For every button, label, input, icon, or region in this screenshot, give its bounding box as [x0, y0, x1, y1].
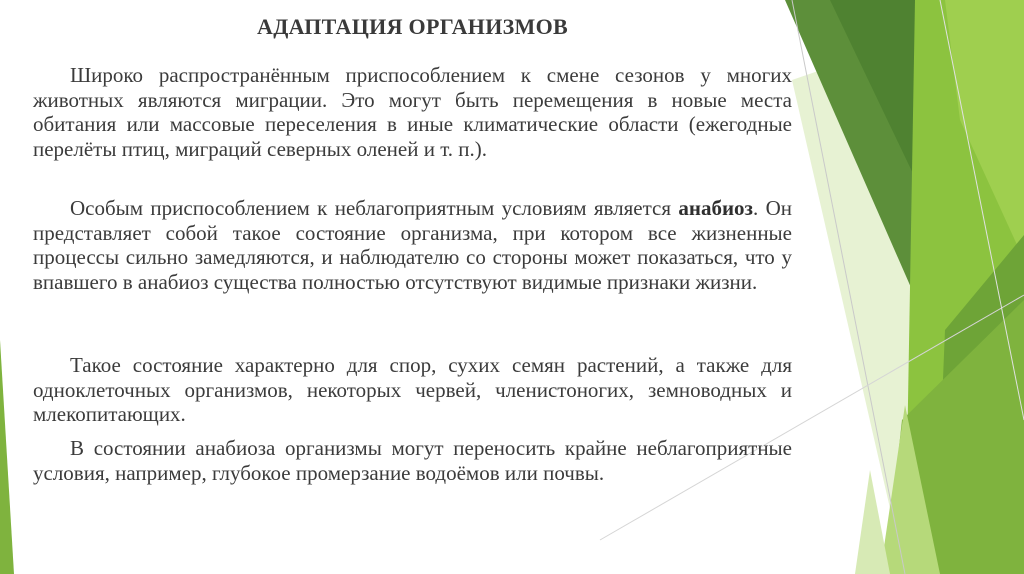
paragraph-anabiosis-definition [33, 196, 792, 294]
paragraph-anabiosis-text-start: Особым приспособлением к неблагоприятным условиям является [70, 196, 679, 220]
pale-green-sliver [855, 470, 890, 574]
left-green-strip [0, 340, 14, 574]
slide-title: АДАПТАЦИЯ ОРГАНИЗМОВ [257, 14, 568, 39]
paragraph-anabiosis-conditions: В состоянии анабиоза организмы могут переносить крайне неблагоприятные условия, например, глубокое промерзание водоёмов или почвы. [33, 436, 792, 485]
paragraph-anabiosis-text-end: . Он представляет собой такое состояние организма, при котором все жизненные процессы сильно замедляются, и наблюдателю со стороны может показаться, что у впавшего в анабиоз существа полностью отсутствуют видимые признаки жизни. [33, 196, 792, 294]
paragraph-anabiosis-examples: Такое состояние характерно для спор, сухих семян растений, а также для одноклеточных организмов, некоторых червей, членистоногих, земноводных и млекопитающих. [33, 353, 792, 427]
paragraph-migrations: Широко распространённым приспособлением к смене сезонов у многих животных являются миграции. Это могут быть перемещения в новые места обитания или массовые переселения в иные климатические области (ежегодные перелёты птиц, миграций северных оленей и т. п.). [33, 63, 792, 161]
anabiosis-term: анабиоз [678, 196, 753, 220]
